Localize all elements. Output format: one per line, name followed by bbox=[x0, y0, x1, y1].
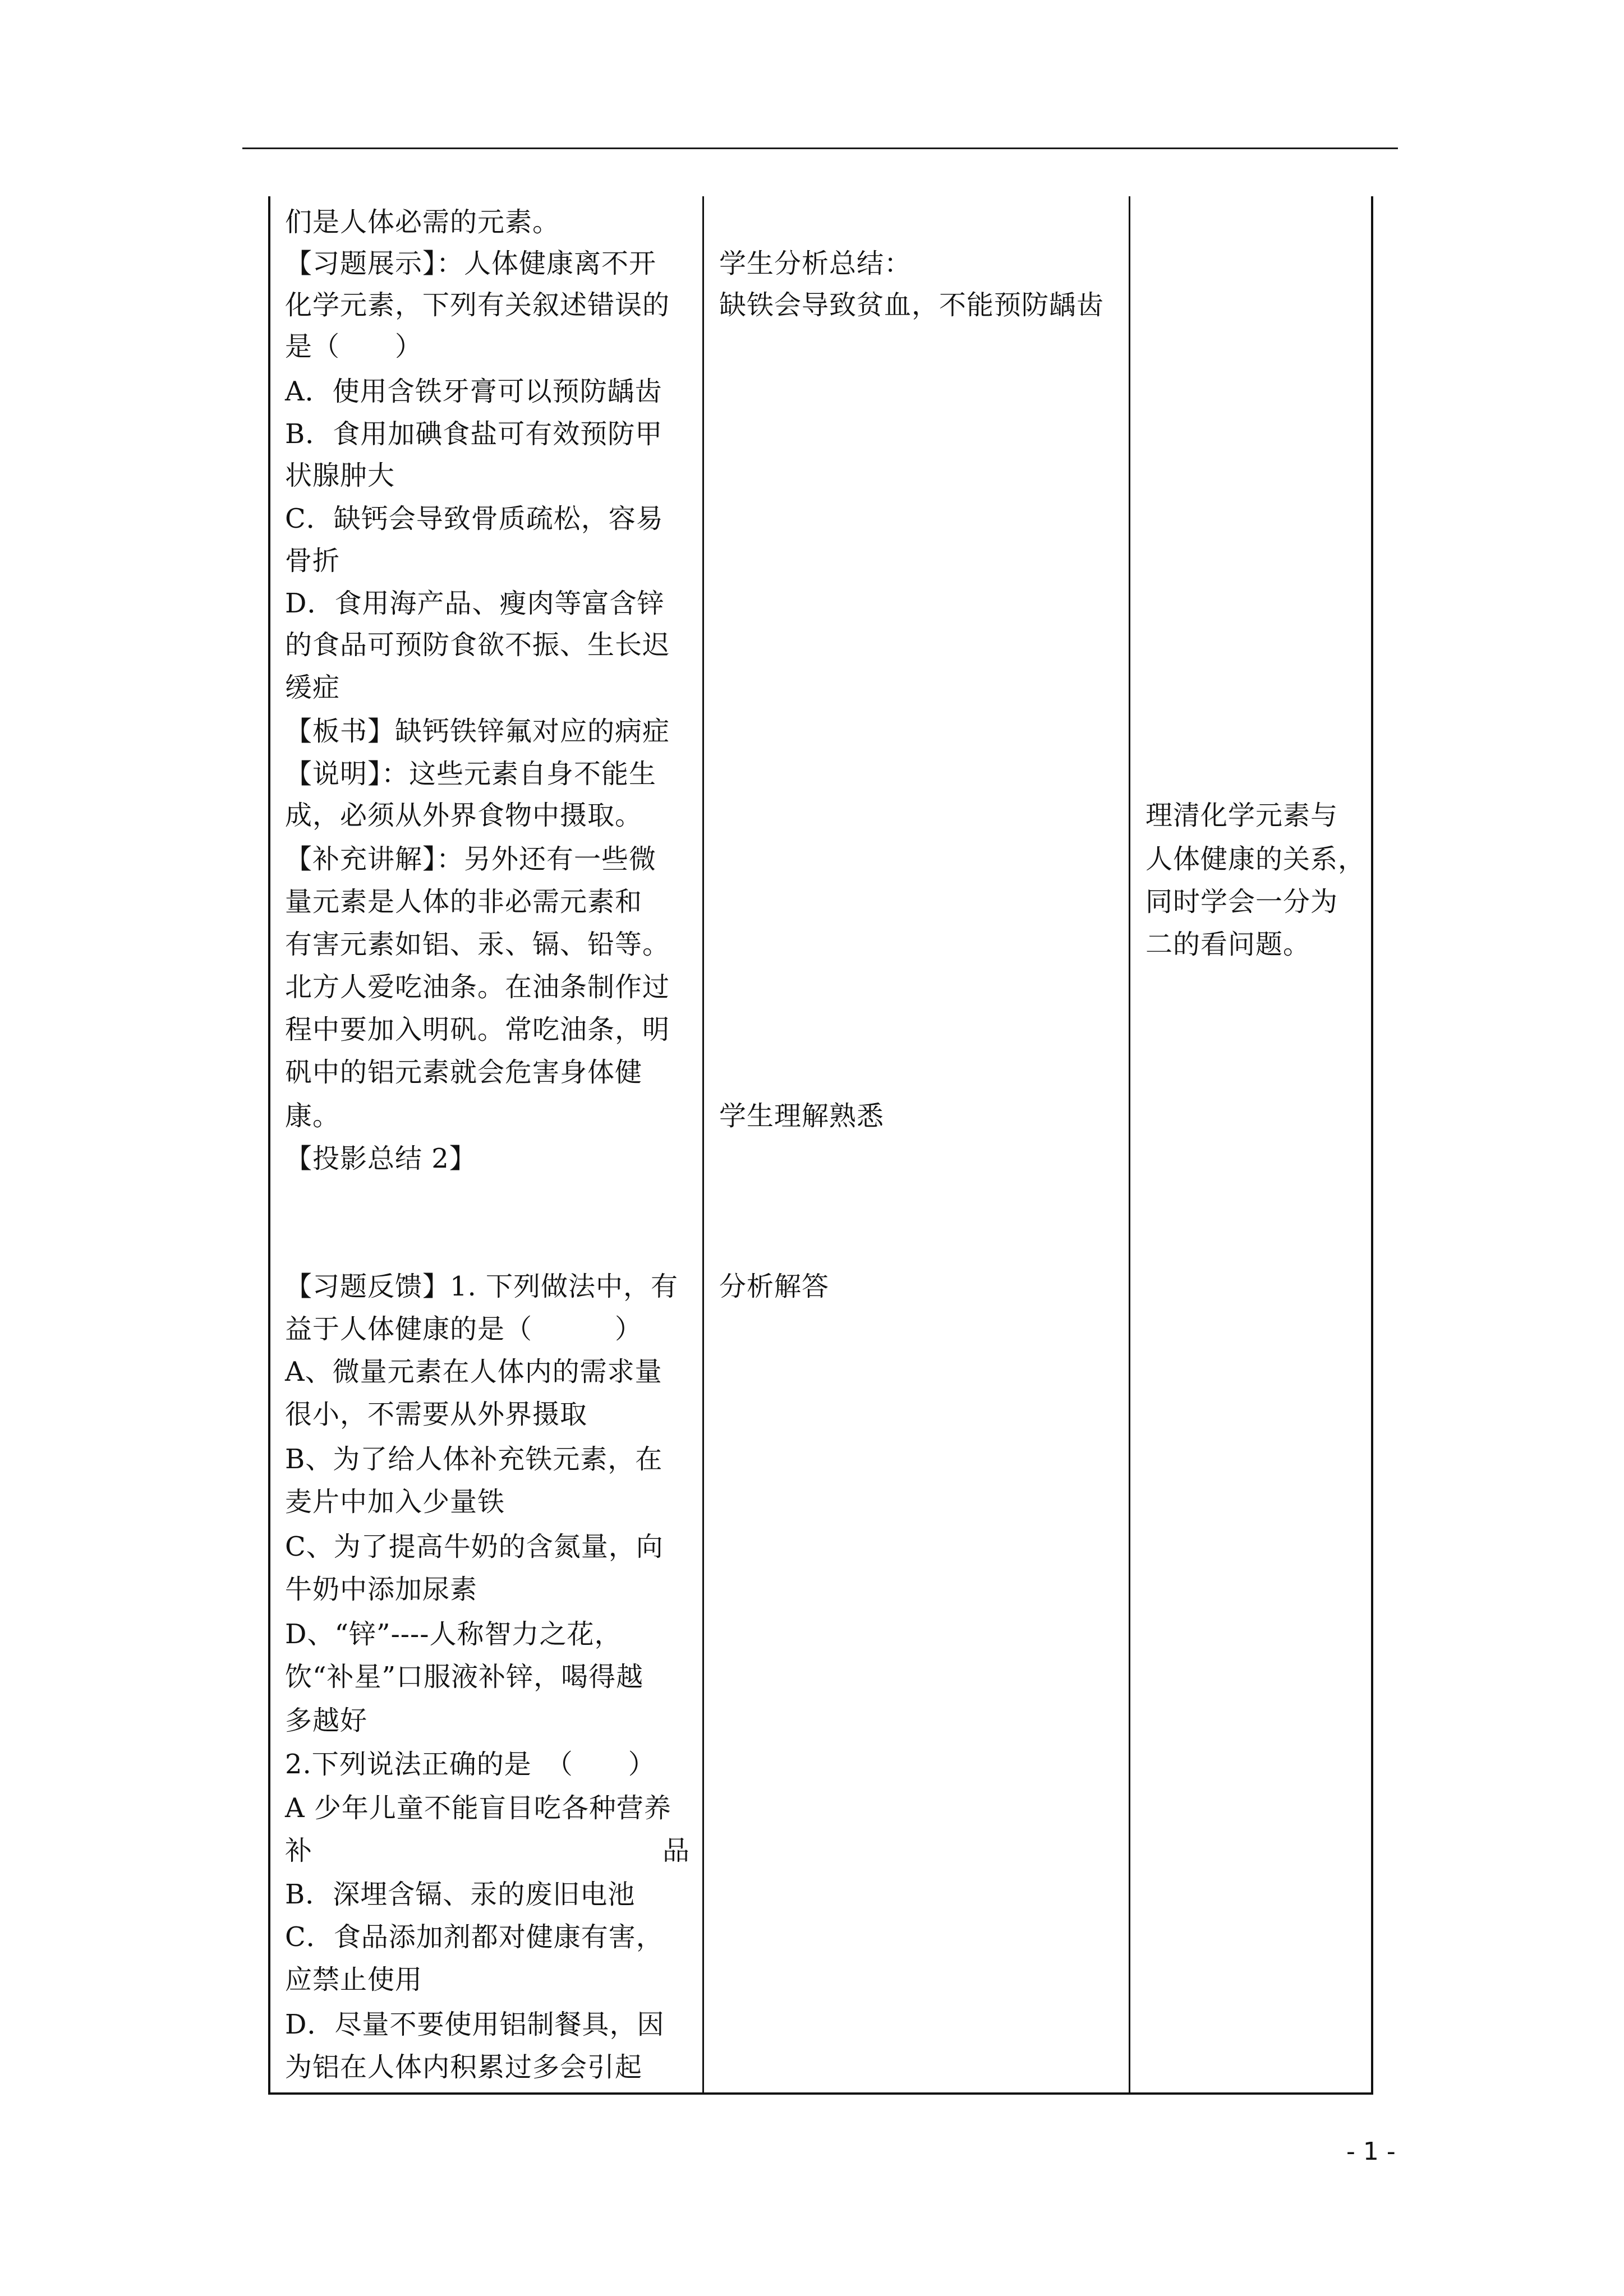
text-line: 状腺肿大 bbox=[285, 460, 395, 491]
text-line: 【投影总结 2】 bbox=[285, 1143, 477, 1174]
lesson-plan-table bbox=[268, 196, 1373, 2095]
text-line: 缓症 bbox=[285, 672, 341, 703]
text-line: 麦片中加入少量铁 bbox=[285, 1486, 505, 1518]
text-line: C．食品添加剂都对健康有害， bbox=[285, 1921, 664, 1953]
text-line: 饮“补星”口服液补锌，喝得越 bbox=[285, 1661, 644, 1693]
text-line: C、为了提高牛奶的含氮量，向 bbox=[285, 1531, 664, 1562]
text-line: D、“锌”----人称智力之花， bbox=[285, 1619, 622, 1650]
text-line: 应禁止使用 bbox=[285, 1964, 423, 1995]
text-line: 学生理解熟悉 bbox=[719, 1100, 885, 1132]
text-line: 学生分析总结： bbox=[719, 248, 912, 279]
text-line: 的食品可预防食欲不振、生长迟 bbox=[285, 629, 670, 661]
column-divider bbox=[702, 196, 704, 2092]
text-line: 【习题展示】：人体健康离不开 bbox=[285, 248, 657, 279]
text-line: 人体健康的关系， bbox=[1145, 843, 1366, 875]
design-intent-cell bbox=[1145, 196, 1370, 2092]
text-line: 【板书】缺钙铁锌氟对应的病症 bbox=[285, 716, 670, 747]
text-fragment: 品 bbox=[662, 1835, 690, 1866]
text-line: 【补充讲解】：另外还有一些微 bbox=[285, 843, 657, 875]
text-line: A 少年儿童不能盲目吃各种营养 bbox=[285, 1792, 671, 1824]
text-line: 矾中的铝元素就会危害身体健 bbox=[285, 1057, 643, 1088]
text-line: C．缺钙会导致骨质疏松，容易 bbox=[285, 503, 664, 534]
text-line: 二的看问题。 bbox=[1145, 929, 1311, 960]
text-line: 量元素是人体的非必需元素和 bbox=[285, 886, 643, 918]
text-line: 程中要加入明矾。常吃油条，明 bbox=[285, 1014, 670, 1045]
text-line: B．食用加碘食盐可有效预防甲 bbox=[285, 418, 663, 450]
text-line: 成，必须从外界食物中摄取。 bbox=[285, 800, 643, 831]
text-line: 【说明】：这些元素自身不能生 bbox=[285, 758, 657, 790]
text-line: 分析解答 bbox=[719, 1271, 830, 1302]
text-line: 有害元素如铝、汞、镉、铅等。 bbox=[285, 929, 670, 960]
column-divider bbox=[1129, 196, 1130, 2092]
text-fragment: 补 bbox=[285, 1835, 313, 1866]
text-line: 理清化学元素与 bbox=[1145, 800, 1338, 831]
text-line: 骨折 bbox=[285, 545, 341, 577]
text-line: B．深埋含镉、汞的废旧电池 bbox=[285, 1879, 636, 1910]
text-line bbox=[285, 1834, 690, 1868]
text-line: 化学元素，下列有关叙述错误的 bbox=[285, 289, 670, 321]
text-line: 康。 bbox=[285, 1100, 341, 1132]
text-line: 很小，不需要从外界摄取 bbox=[285, 1399, 588, 1430]
text-line: 2.下列说法正确的是 （ ） bbox=[285, 1749, 656, 1780]
page-number: - 1 - bbox=[1346, 2137, 1396, 2166]
student-activity-cell bbox=[719, 196, 1123, 2092]
text-line: 多越好 bbox=[285, 1705, 368, 1736]
text-line: D．尽量不要使用铝制餐具，因 bbox=[285, 2009, 665, 2040]
teacher-activity-cell bbox=[285, 196, 694, 2092]
text-line: A．使用含铁牙膏可以预防龋齿 bbox=[285, 376, 663, 407]
text-line: 是（ ） bbox=[285, 331, 423, 362]
text-line: 牛奶中添加尿素 bbox=[285, 1574, 478, 1605]
text-line: A、微量元素在人体内的需求量 bbox=[285, 1356, 663, 1387]
text-line: 益于人体健康的是（ ） bbox=[285, 1313, 643, 1345]
text-line: 为铝在人体内积累过多会引起 bbox=[285, 2051, 643, 2083]
text-line: 缺铁会导致贫血，不能预防龋齿 bbox=[719, 289, 1105, 321]
text-line: 【习题反馈】1. 下列做法中，有 bbox=[285, 1271, 679, 1302]
text-line: D．食用海产品、瘦肉等富含锌 bbox=[285, 588, 665, 619]
header-rule bbox=[242, 147, 1398, 149]
text-line: 同时学会一分为 bbox=[1145, 886, 1338, 918]
text-line: 北方人爱吃油条。在油条制作过 bbox=[285, 971, 670, 1003]
text-line: 们是人体必需的元素。 bbox=[285, 206, 560, 238]
text-line: B、为了给人体补充铁元素，在 bbox=[285, 1444, 663, 1475]
